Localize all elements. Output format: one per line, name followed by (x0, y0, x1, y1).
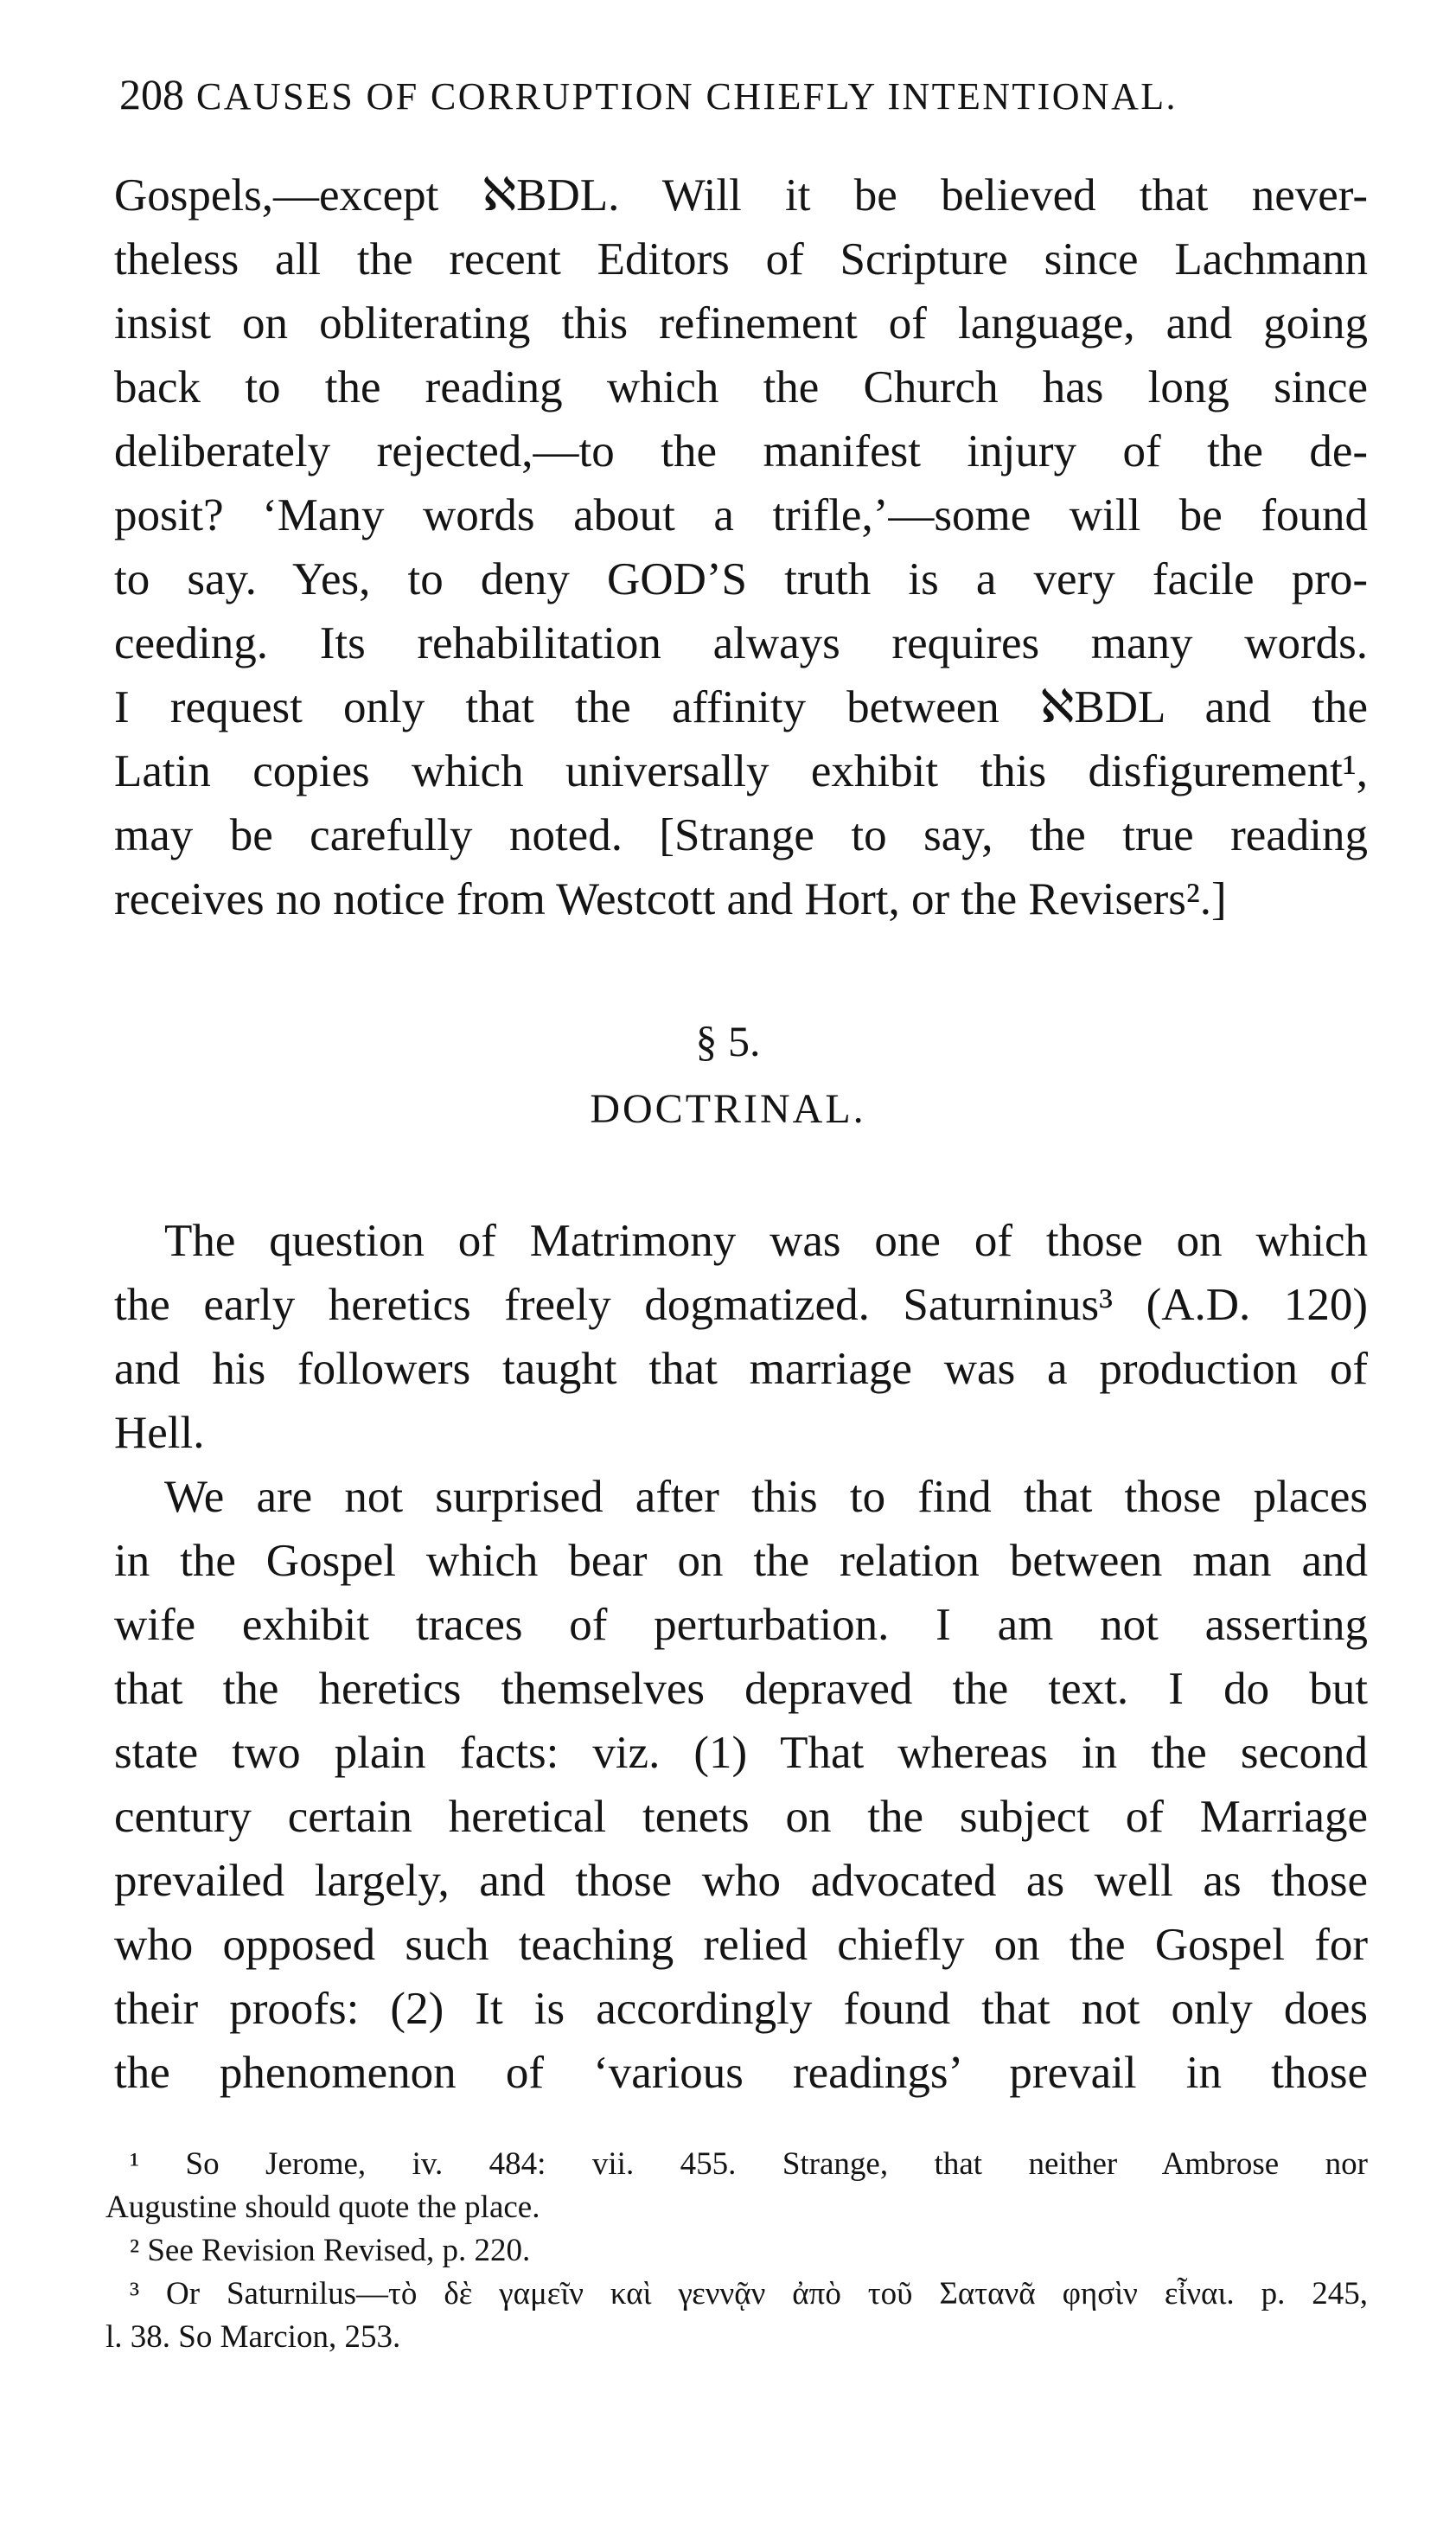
paragraph-3-line: the phenomenon of ‘various readings’ prevail in those (114, 2048, 1368, 2098)
footnote-1-continued: Augustine should quote the place. (105, 2190, 540, 2225)
footnote-1: ¹ So Jerome, iv. 484: vii. 455. Strange, that neither Ambrose nor (130, 2146, 1368, 2182)
footnote-2: ² See Revision Revised, p. 220. (130, 2233, 531, 2268)
paragraph-2-line: and his followers taught that marriage was a production of (114, 1344, 1368, 1394)
section-number: § 5. (695, 1017, 761, 1065)
running-head-title: CAUSES OF CORRUPTION CHIEFLY INTENTIONAL. (196, 75, 1178, 118)
paragraph-1-line: theless all the recent Editors of Scripture since Lachmann (114, 234, 1368, 285)
running-head (119, 69, 1347, 119)
paragraph-1-line: to say. Yes, to deny GOD’S truth is a very facile pro- (114, 554, 1368, 604)
paragraph-1-line: deliberately rejected,—to the manifest injury of the de- (114, 426, 1368, 476)
section-title: DOCTRINAL. (590, 1086, 866, 1132)
paragraph-1-line: receives no notice from Westcott and Hort, or the Revisers².] (114, 874, 1227, 924)
paragraph-2-line: Hell. (114, 1408, 205, 1458)
paragraph-3-line: who opposed such teaching relied chiefly on the Gospel for (114, 1920, 1368, 1970)
paragraph-3-line: that the heretics themselves depraved the text. I do but (114, 1664, 1368, 1714)
page-number: 208 (119, 70, 184, 118)
paragraph-1-line: back to the reading which the Church has long since (114, 362, 1368, 412)
paragraph-3-line: wife exhibit traces of perturbation. I am not asserting (114, 1600, 1368, 1650)
paragraph-1-line: ceeding. Its rehabilitation always requires many words. (114, 618, 1368, 668)
paragraph-3-line: their proofs: (2) It is accordingly found that not only does (114, 1984, 1368, 2034)
paragraph-3-line: century certain heretical tenets on the subject of Marriage (114, 1792, 1368, 1842)
paragraph-1-line: Gospels,—except ℵBDL. Will it be believed that never- (114, 170, 1368, 221)
paragraph-2-line: the early heretics freely dogmatized. Saturninus³ (A.D. 120) (114, 1280, 1368, 1330)
paragraph-3-line: We are not surprised after this to find that those places (164, 1472, 1368, 1522)
footnote-3: ³ Or Saturnilus—τὸ δὲ γαμεῖν καὶ γεννᾷν ἀπὸ τοῦ Σατανᾶ φησὶν εἶναι. p. 245, (130, 2276, 1368, 2311)
paragraph-1-line: insist on obliterating this refinement of language, and going (114, 298, 1368, 348)
paragraph-1-line: I request only that the affinity between ℵBDL and the (114, 682, 1368, 732)
footnote-3-continued: l. 38. So Marcion, 253. (105, 2319, 401, 2355)
paragraph-1-line: may be carefully noted. [Strange to say, the true reading (114, 810, 1368, 860)
paragraph-1-line: Latin copies which universally exhibit this disfigurement¹, (114, 746, 1368, 796)
paragraph-3-line: prevailed largely, and those who advocated as well as those (114, 1856, 1368, 1906)
paragraph-2-line: The question of Matrimony was one of those on which (164, 1216, 1368, 1266)
paragraph-3-line: state two plain facts: viz. (1) That whereas in the second (114, 1728, 1368, 1778)
paragraph-1-line: posit? ‘Many words about a trifle,’—some will be found (114, 490, 1368, 540)
paragraph-3-line: in the Gospel which bear on the relation between man and (114, 1536, 1368, 1586)
